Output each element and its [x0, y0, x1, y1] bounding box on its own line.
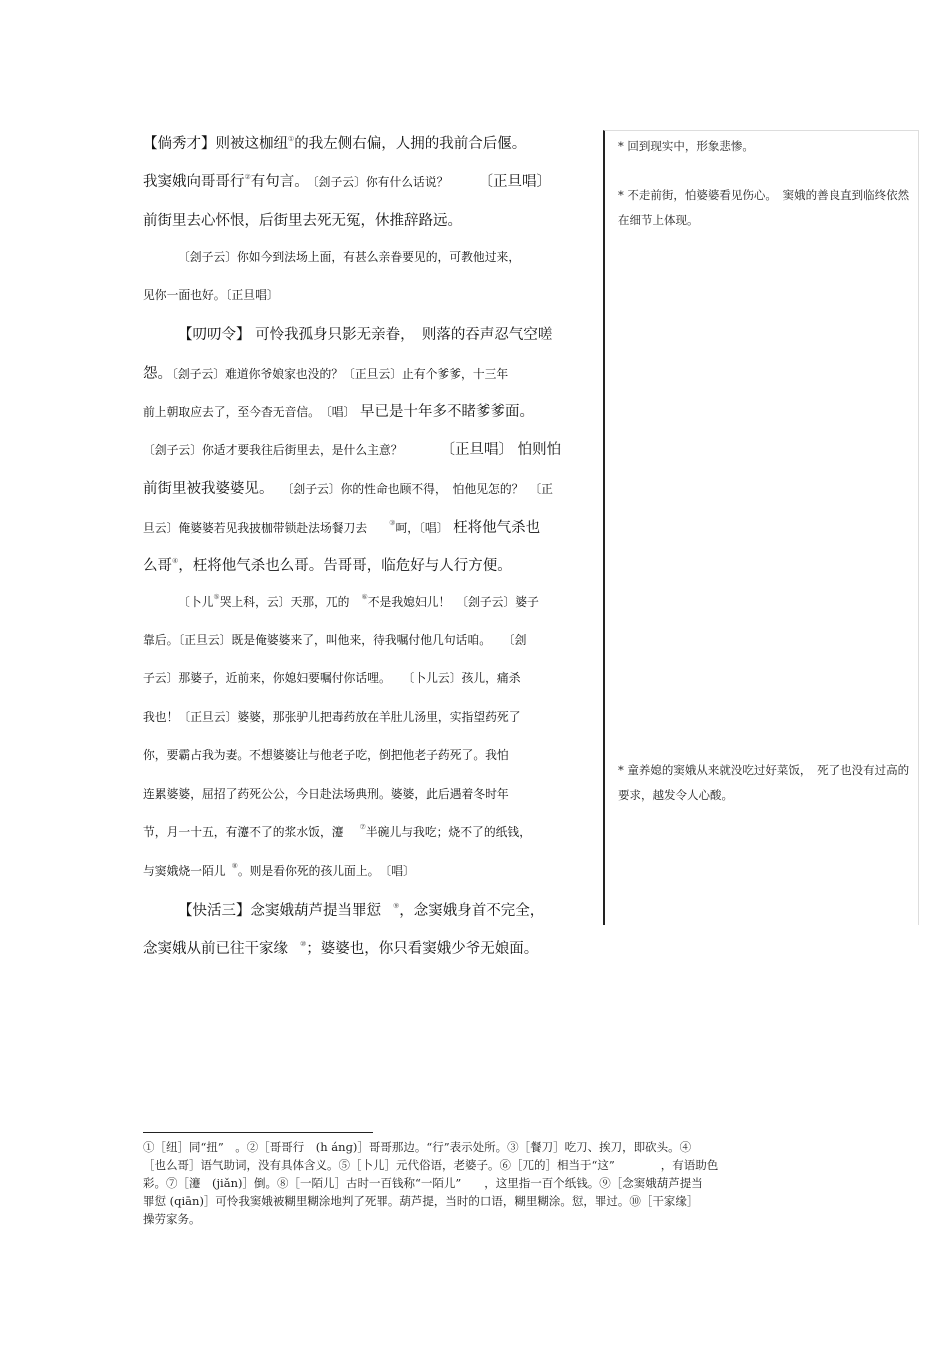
text-span: 有句言。 — [250, 174, 309, 190]
text-span: 念窦娥从前已往干家缘 — [143, 941, 288, 957]
footnotes — [143, 1138, 813, 1228]
text-line — [143, 438, 561, 459]
footnote-ref: ⑦ — [359, 823, 366, 831]
text-line — [143, 477, 553, 498]
text-span: 〔刽子云〕你的性命也顾不得， 怕他见怎的？ 〔正 — [287, 482, 553, 496]
text-span: 〔刽子云〕你适才要我往后街里去，是什么主意？ — [143, 443, 403, 457]
footnote-line: ［也么哥］语气助词，没有具体含义。⑤［卜儿］元代俗语，老婆子。⑥［兀的］相当于“这” ，有语助色 — [143, 1158, 719, 1172]
text-span: 半碗儿与我吃；烧不了的纸钱， — [365, 825, 532, 839]
text-line: 见你一面也好。〔正旦唱〕 — [143, 288, 279, 302]
text-line — [143, 516, 540, 537]
text-span: 我窦娥向哥哥行 — [143, 174, 245, 190]
text-span: ；婆婆也，你只看窦娥少爷无娘面。 — [306, 941, 539, 957]
text-line: 靠后。〔正旦云〕既是俺婆婆来了，叫他来，待我嘱付他几句话咱。 〔刽 — [143, 633, 527, 647]
footnote-line: 操劳家务。 — [143, 1212, 201, 1226]
text-line — [143, 862, 415, 879]
text-line — [143, 132, 526, 153]
footnote-ref: ④ — [172, 557, 179, 565]
text-line: 【叨叨令】 可怜我孤身只影无亲眷， 则落的吞声忍气空嗟 — [178, 327, 553, 343]
margin-note: * 童养媳的窦娥从来就没吃过好菜饭， 死了也没有过高的要求，越发令人心酸。 — [618, 763, 910, 802]
text-span: 。则是看你死的孩儿面上。 〔唱〕 — [237, 864, 415, 878]
text-span: 早已是十年多不睹爹爹面。 — [355, 404, 534, 420]
text-span: 【快活三】念窦娥葫芦提当罪愆 — [178, 903, 381, 919]
text-span: 哭上科，云〕天那，兀的 — [219, 595, 350, 609]
text-span: 前街里被我婆婆见。 — [143, 481, 274, 497]
text-line: 子云〕那婆子，近前来，你媳妇要嘱付你话哩。 〔卜儿云〕孩儿，痛杀 — [143, 671, 521, 685]
footnote-divider — [143, 1132, 373, 1133]
footnote-ref: ⑥ — [361, 593, 368, 601]
text-line: 连累婆婆，屈招了药死公公，今日赴法场典刑。婆婆，此后遇着冬时年 — [143, 787, 509, 801]
text-line — [143, 170, 551, 191]
text-line — [143, 554, 512, 575]
text-span: 【倘秀才】则被这枷纽 — [143, 136, 288, 152]
text-span: 不是我媳妇儿！ 〔刽子云〕婆子 — [367, 595, 539, 609]
text-span: 前上朝取应去了，至今杳无音信。 〔唱〕 — [143, 405, 356, 419]
text-span: 的我左侧右偏，人拥的我前合后偃。 — [294, 136, 527, 152]
footnote-ref: ⑩ — [300, 940, 307, 948]
text-line — [178, 899, 544, 920]
text-line: 我也！〔正旦云〕婆婆，那张驴儿把毒药放在羊肚儿汤里，实指望药死了 — [143, 710, 521, 724]
text-line — [178, 593, 539, 610]
text-span: 〔刽子云〕你有什么话说？ — [312, 175, 449, 189]
text-span: 么哥 — [143, 558, 172, 574]
text-span: ，念窦娥身首不完全， — [399, 903, 545, 919]
footnote-line: 罪愆 (qiān)］可怜我窦娥被糊里糊涂地判了死罪。葫芦提，当时的口语，糊里糊涂。愆，罪过。⑩［干家缘］ — [143, 1194, 699, 1208]
margin-notes-column — [603, 130, 919, 925]
footnote-line: 彩。⑦［瀽 (jiǎn)］倒。⑧［一陌儿］古时一百钱称“一陌儿” ，这里指一百个纸钱。⑨［念窦娥葫芦提当 — [143, 1176, 703, 1190]
footnote-ref: ⑧ — [231, 862, 238, 870]
text-span: 枉将他气杀也 — [448, 520, 541, 536]
text-line — [143, 823, 531, 840]
text-span: 〔正旦唱〕 — [478, 174, 551, 190]
text-line — [143, 362, 508, 383]
footnote-ref: ⑨ — [393, 902, 400, 910]
text-span: 〔正旦唱〕 怕则怕 — [440, 442, 562, 458]
text-span: 与窦娥烧一陌儿 — [143, 864, 226, 878]
text-line: 〔刽子云〕你如今到法场上面，有甚么亲眷要见的，可教他过来， — [178, 250, 521, 264]
margin-note: * 不走前街，怕婆婆看见伤心。 窦娥的善良直到临终依然在细节上体现。 — [618, 188, 910, 227]
text-line: 你，要霸占我为妻。不想婆婆让与他老子吃，倒把他老子药死了。我怕 — [143, 748, 509, 762]
footnote-ref: ① — [288, 135, 295, 143]
text-span: 节，月一十五，有瀽不了的浆水饭，瀽 — [143, 825, 344, 839]
footnote-ref: ⑤ — [213, 593, 220, 601]
margin-note: * 回到现实中，形象悲惨。 — [618, 139, 754, 153]
footnote-ref: ② — [244, 173, 251, 181]
text-span: 〔刽子云〕难道你爷娘家也没的？〔正旦云〕止有个爹爹，十三年 — [172, 367, 509, 381]
text-span: 怨。 — [143, 366, 172, 382]
text-span: 呵，〔唱〕 — [395, 521, 449, 535]
text-span: ，枉将他气杀也么哥。告哥哥，临危好与人行方便。 — [178, 558, 512, 574]
text-line: 前街里去心怀恨，后街里去死无冤，休推辞路远。 — [143, 213, 462, 229]
text-span: 旦云〕俺婆婆若见我披枷带锁赴法场餐刀去 — [143, 521, 368, 535]
text-line — [143, 937, 538, 958]
text-span: 〔卜儿 — [178, 595, 214, 609]
footnote-line: ①［纽］同“扭” 。②［哥哥行 (h ánɡ)］哥哥那边。“行”表示处所。③［餐刀］吃刀、挨刀，即砍头。④ — [143, 1140, 692, 1154]
text-line — [143, 400, 534, 421]
footnote-ref: ③ — [389, 519, 396, 527]
